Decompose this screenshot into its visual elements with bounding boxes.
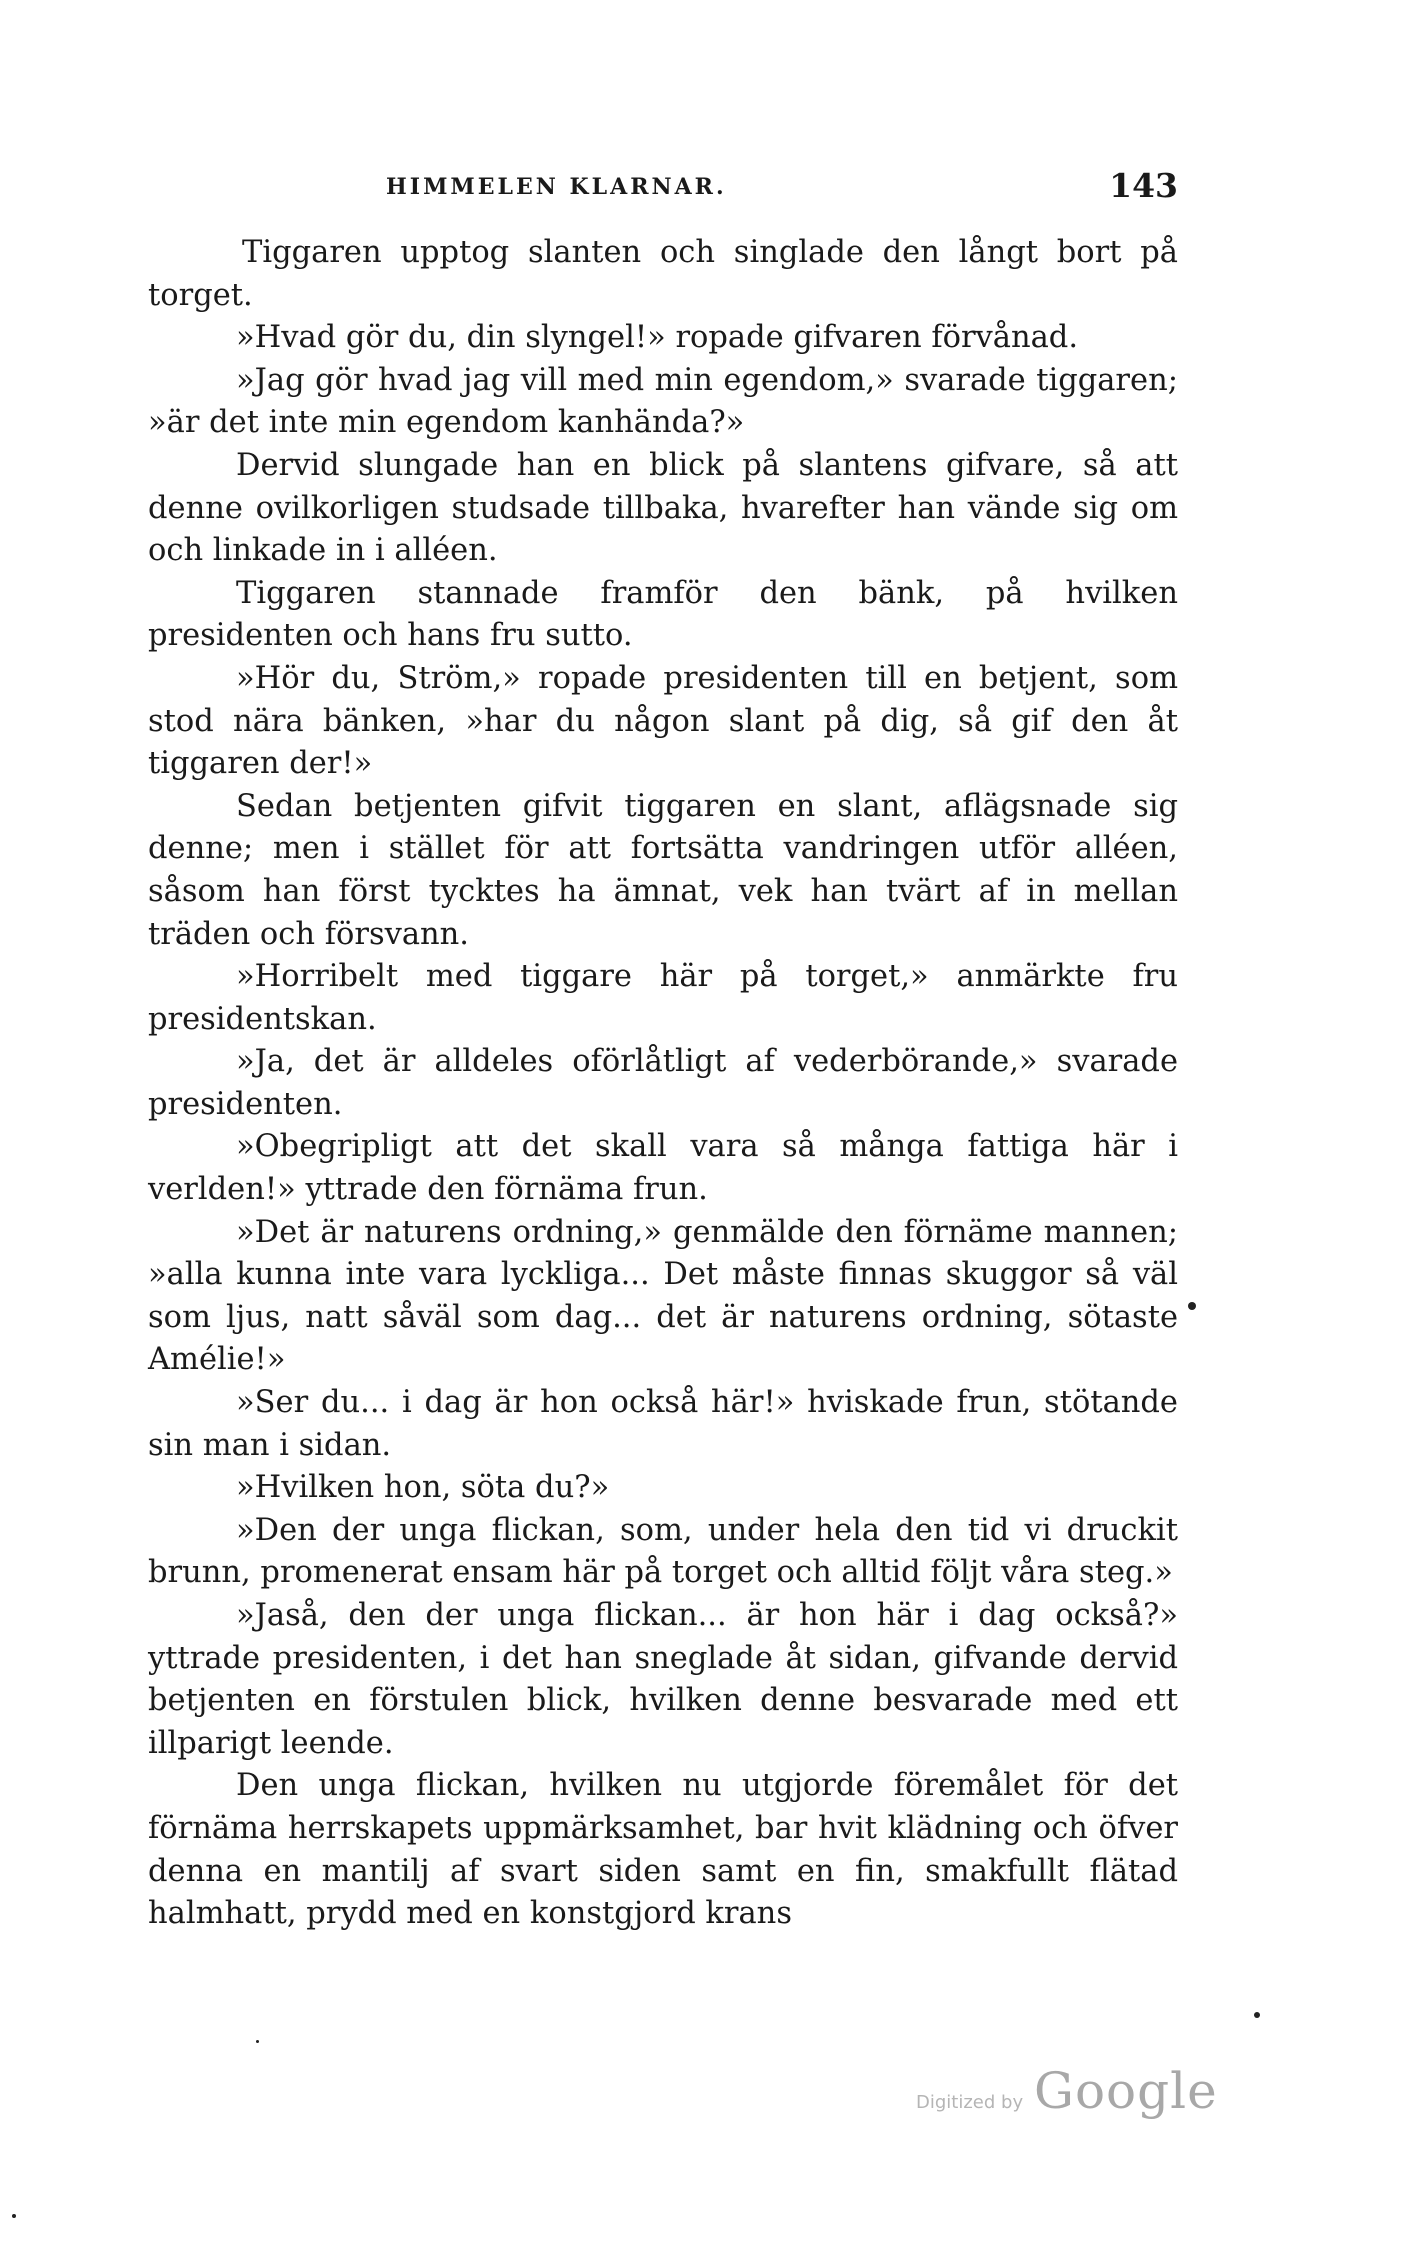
paragraph: Tiggaren upptog slanten och singlade den långt bort på torget. <box>148 235 1178 313</box>
paragraph: »Ja, det är alldeles oförlåtligt af vederbörande,» svarade presidenten. <box>148 1044 1178 1122</box>
google-logo: Google <box>1034 2062 1218 2120</box>
paragraph: »Det är naturens ordning,» genmälde den förnäme mannen; »alla kunna inte vara lyckliga... Det måste finnas skuggor så väl som ljus, natt såväl som dag... det är naturens ordning, sötaste Amélie!» <box>148 1214 1178 1378</box>
watermark-prefix: Digitized by <box>916 2092 1024 2113</box>
ink-speck <box>1254 2012 1260 2018</box>
digitized-by-watermark <box>916 2062 1216 2122</box>
ink-speck <box>12 2214 16 2218</box>
paragraph: »Hvilken hon, söta du?» <box>236 1470 610 1506</box>
paragraph: »Jaså, den der unga flickan... är hon här i dag också?» yttrade presidenten, i det han sneglade åt sidan, gifvande dervid betjenten en förstulen blick, hvilken denne besvarade med ett illparigt leende. <box>148 1598 1178 1761</box>
ink-speck <box>256 2040 259 2043</box>
paragraph: Dervid slungade han en blick på slantens gifvare, så att denne ovilkorligen studsade tillbaka, hvarefter han vände sig om och linkade in i alléen. <box>148 447 1178 569</box>
paragraph: Sedan betjenten gifvit tiggaren en slant, aflägsnade sig denne; men i stället för att fortsätta vandringen utför alléen, såsom han först tycktes ha ämnat, vek han tvärt af in mellan träden och försvann. <box>148 788 1178 952</box>
paragraph: »Hör du, Ström,» ropade presidenten till en betjent, som stod nära bänken, »har du någon slant på dig, så gif den åt tiggaren der!» <box>148 660 1178 782</box>
paragraph: Den unga flickan, hvilken nu utgjorde föremålet för det förnäma herrskapets uppmärksamhet, bar hvit klädning och öfver denna en mantilj af svart siden samt en fin, smakfullt flätad halmhatt, prydd med en konstgjord krans <box>148 1768 1178 1932</box>
page-header <box>148 166 1178 216</box>
ink-speck <box>1188 1302 1196 1310</box>
paragraph: »Hvad gör du, din slyngel!» ropade gifvaren förvånad. <box>236 320 1079 356</box>
page-number: 143 <box>1109 166 1178 205</box>
paragraph: »Ser du... i dag är hon också här!» hviskade frun, stötande sin man i sidan. <box>148 1385 1178 1463</box>
paragraph: »Den der unga flickan, som, under hela den tid vi druckit brunn, promenerat ensam här på torget och alltid följt våra steg.» <box>148 1512 1178 1591</box>
paragraph: »Jag gör hvad jag vill med min egendom,» svarade tiggaren; »är det inte min egendom kanhända?» <box>148 362 1178 441</box>
paragraph: »Obegripligt att det skall vara så många fattiga här i verlden!» yttrade den förnäma frun. <box>148 1129 1178 1208</box>
paragraph: Tiggaren stannade framför den bänk, på hvilken presidenten och hans fru sutto. <box>148 575 1178 654</box>
paragraph: »Horribelt med tiggare här på torget,» anmärkte fru presidentskan. <box>148 959 1178 1037</box>
running-title: HIMMELEN KLARNAR. <box>386 174 727 200</box>
body-text <box>148 232 1178 1936</box>
